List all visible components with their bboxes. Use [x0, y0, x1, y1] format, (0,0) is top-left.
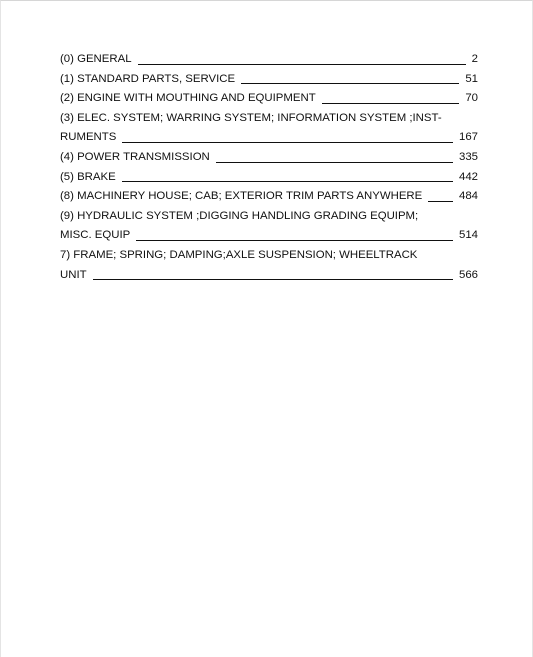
toc-entry-general[interactable]	[60, 50, 478, 70]
table-of-contents	[60, 50, 478, 285]
toc-leader-line	[136, 240, 453, 241]
toc-entry-label: MISC. EQUIP	[60, 229, 131, 242]
toc-page-number: 167	[458, 131, 478, 144]
toc-entry-hydraulic[interactable]	[60, 226, 478, 246]
toc-page-number: 70	[465, 92, 478, 105]
toc-entry-frame[interactable]	[60, 266, 478, 286]
toc-entry-label: (4) POWER TRANSMISSION	[60, 150, 210, 163]
toc-entry-power-transmission[interactable]	[60, 148, 478, 168]
toc-entry-frame-line1[interactable]	[60, 246, 478, 266]
toc-page-number: 442	[458, 170, 478, 183]
toc-entry-label: (1) STANDARD PARTS, SERVICE	[60, 72, 236, 85]
toc-entry-machinery-house[interactable]	[60, 187, 478, 207]
toc-leader-line	[216, 162, 453, 163]
toc-entry-label: (2) ENGINE WITH MOUTHING AND EQUIPMENT	[60, 92, 316, 105]
toc-page-number: 2	[471, 53, 478, 65]
toc-entry-label: (0) GENERAL	[60, 53, 132, 65]
toc-entry-label: RUMENTS	[60, 131, 117, 144]
toc-entry-electrical[interactable]	[60, 128, 478, 148]
toc-leader-line	[241, 83, 459, 84]
toc-entry-engine[interactable]	[60, 89, 478, 109]
toc-page-number: 335	[458, 150, 478, 163]
toc-leader-line	[138, 64, 466, 65]
toc-leader-line	[93, 279, 453, 280]
toc-entry-label: 7) FRAME; SPRING; DAMPING;AXLE SUSPENSION; WHEELTRACK	[60, 248, 418, 261]
toc-leader-line	[428, 201, 453, 202]
toc-page-number: 514	[458, 229, 478, 242]
toc-entry-brake[interactable]	[60, 168, 478, 188]
toc-page-number: 566	[458, 268, 478, 281]
toc-entry-label: (9) HYDRAULIC SYSTEM ;DIGGING HANDLING GRADING EQUIPM;	[60, 209, 419, 222]
toc-entry-label: (8) MACHINERY HOUSE; CAB; EXTERIOR TRIM PARTS ANYWHERE	[60, 190, 423, 203]
toc-leader-line	[322, 103, 460, 104]
toc-entry-standard-parts[interactable]	[60, 70, 478, 90]
toc-entry-hydraulic-line1[interactable]	[60, 207, 478, 227]
toc-entry-label: UNIT	[60, 268, 87, 281]
toc-entry-label: (5) BRAKE	[60, 170, 116, 183]
toc-entry-label: (3) ELEC. SYSTEM; WARRING SYSTEM; INFORMATION SYSTEM ;INST-	[60, 111, 442, 124]
toc-leader-line	[122, 181, 453, 182]
toc-page-number: 51	[465, 72, 478, 85]
toc-page-number: 484	[458, 190, 478, 203]
toc-leader-line	[122, 142, 453, 143]
toc-entry-electrical-line1[interactable]	[60, 109, 478, 129]
